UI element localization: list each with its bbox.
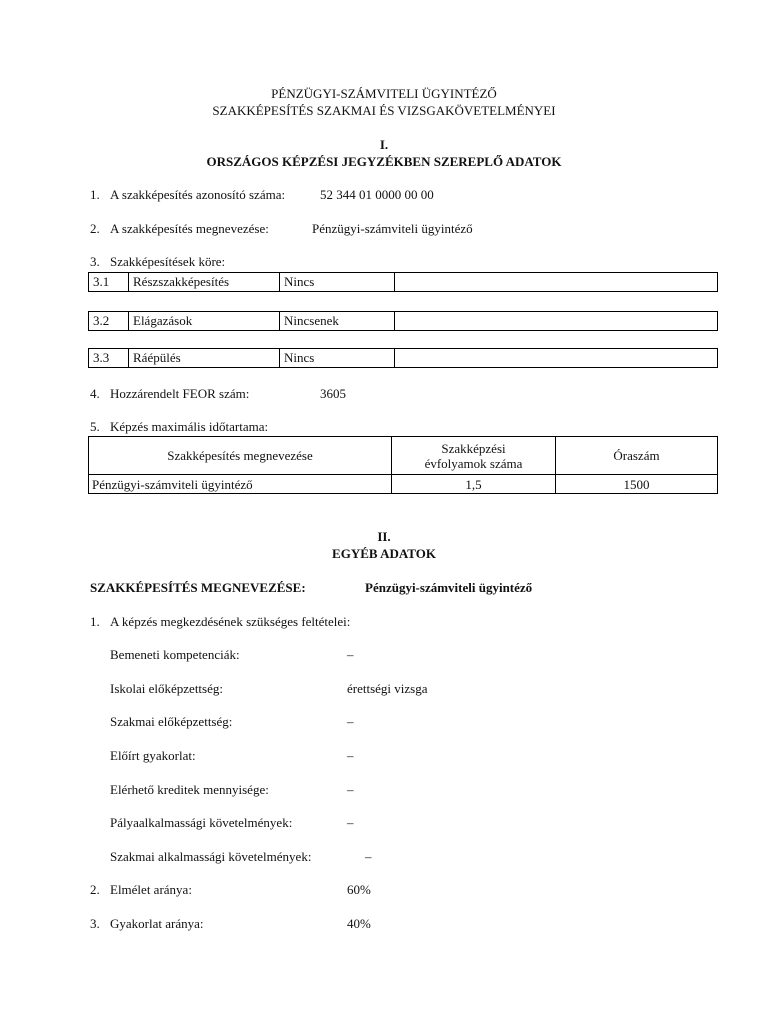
condition-value: –	[347, 782, 354, 797]
item-5-number: 5.	[90, 419, 100, 434]
scope-table-3-3	[88, 348, 718, 368]
item-4-value: 3605	[320, 386, 346, 401]
table-row	[89, 475, 718, 494]
scope-extra	[395, 273, 718, 292]
practice-ratio	[90, 916, 203, 932]
condition-label: Bemeneti kompetenciák:	[110, 647, 240, 662]
condition-label: Szakmai alkalmassági követelmények:	[110, 849, 312, 864]
item-4-number: 4.	[90, 386, 100, 401]
table-row	[89, 349, 718, 368]
scope-name: Ráépülés	[129, 349, 280, 368]
theory-ratio-label: Elmélet aránya:	[110, 882, 192, 897]
item-4-label: Hozzárendelt FEOR szám:	[110, 386, 250, 401]
condition-value: –	[365, 849, 372, 864]
qualification-name-label: SZAKKÉPESÍTÉS MEGNEVEZÉSE:	[90, 580, 306, 595]
scope-value: Nincs	[280, 273, 395, 292]
header-grades	[392, 437, 556, 475]
section1-numeral: I.	[379, 137, 389, 152]
prerequisites-label: A képzés megkezdésének szükséges feltételei:	[110, 614, 351, 629]
prerequisites-heading	[90, 614, 350, 630]
condition-value: –	[347, 714, 354, 729]
condition-value: –	[347, 815, 354, 830]
section2-title: EGYÉB ADATOK	[332, 546, 436, 561]
item-3-label: Szakképesítések köre:	[110, 254, 226, 269]
item-3-number: 3.	[90, 254, 100, 269]
scope-name: Részszakképesítés	[129, 273, 280, 292]
condition-value: –	[347, 748, 354, 763]
condition-label: Pályaalkalmassági követelmények:	[110, 815, 293, 830]
item-2-number: 2.	[90, 221, 100, 236]
scope-extra	[395, 312, 718, 331]
item-3	[90, 254, 225, 270]
item-5-label: Képzés maximális időtartama:	[110, 419, 269, 434]
condition-value: –	[347, 647, 354, 662]
practice-ratio-value: 40%	[347, 916, 371, 931]
practice-ratio-number: 3.	[90, 916, 100, 931]
item-1-value: 52 344 01 0000 00 00	[320, 187, 434, 202]
scope-number: 3.1	[89, 273, 129, 292]
item-1	[90, 187, 285, 203]
section1-title: ORSZÁGOS KÉPZÉSI JEGYZÉKBEN SZEREPLŐ ADATOK	[206, 154, 562, 169]
cell-grades: 1,5	[392, 475, 556, 494]
scope-value: Nincs	[280, 349, 395, 368]
table-row	[89, 273, 718, 292]
condition-value: érettségi vizsga	[347, 681, 428, 696]
prerequisites-number: 1.	[90, 614, 100, 629]
scope-name: Elágazások	[129, 312, 280, 331]
header-qualification-name: Szakképesítés megnevezése	[89, 437, 392, 475]
item-2	[90, 221, 269, 237]
table-header-row	[89, 437, 718, 475]
item-5	[90, 419, 268, 435]
header-grades-line1: Szakképzési	[441, 440, 506, 456]
scope-value: Nincsenek	[280, 312, 395, 331]
document-title-line2: SZAKKÉPESÍTÉS SZAKMAI ÉS VIZSGAKÖVETELMÉNYEI	[212, 103, 556, 118]
practice-ratio-label: Gyakorlat aránya:	[110, 916, 204, 931]
theory-ratio	[90, 882, 192, 898]
section2-numeral: II.	[377, 529, 391, 544]
item-4	[90, 386, 249, 402]
document-title-line1: PÉNZÜGYI-SZÁMVITELI ÜGYINTÉZŐ	[271, 86, 497, 101]
header-grades-line2: évfolyamok száma	[424, 455, 523, 471]
item-1-label: A szakképesítés azonosító száma:	[110, 187, 286, 202]
scope-extra	[395, 349, 718, 368]
cell-hours: 1500	[556, 475, 718, 494]
table-row	[89, 312, 718, 331]
duration-table	[88, 436, 718, 494]
qualification-name-value: Pénzügyi-számviteli ügyintéző	[365, 580, 533, 595]
scope-number: 3.2	[89, 312, 129, 331]
condition-label: Elérhető kreditek mennyisége:	[110, 782, 269, 797]
header-hours: Óraszám	[556, 437, 718, 475]
item-2-value: Pénzügyi-számviteli ügyintéző	[312, 221, 473, 236]
condition-label: Szakmai előképzettség:	[110, 714, 233, 729]
condition-label: Előírt gyakorlat:	[110, 748, 196, 763]
item-1-number: 1.	[90, 187, 100, 202]
scope-table-3-2	[88, 311, 718, 331]
condition-label: Iskolai előképzettség:	[110, 681, 223, 696]
item-2-label: A szakképesítés megnevezése:	[110, 221, 269, 236]
cell-qualification-name: Pénzügyi-számviteli ügyintéző	[89, 475, 392, 494]
scope-table-3-1	[88, 272, 718, 292]
theory-ratio-number: 2.	[90, 882, 100, 897]
scope-number: 3.3	[89, 349, 129, 368]
theory-ratio-value: 60%	[347, 882, 371, 897]
